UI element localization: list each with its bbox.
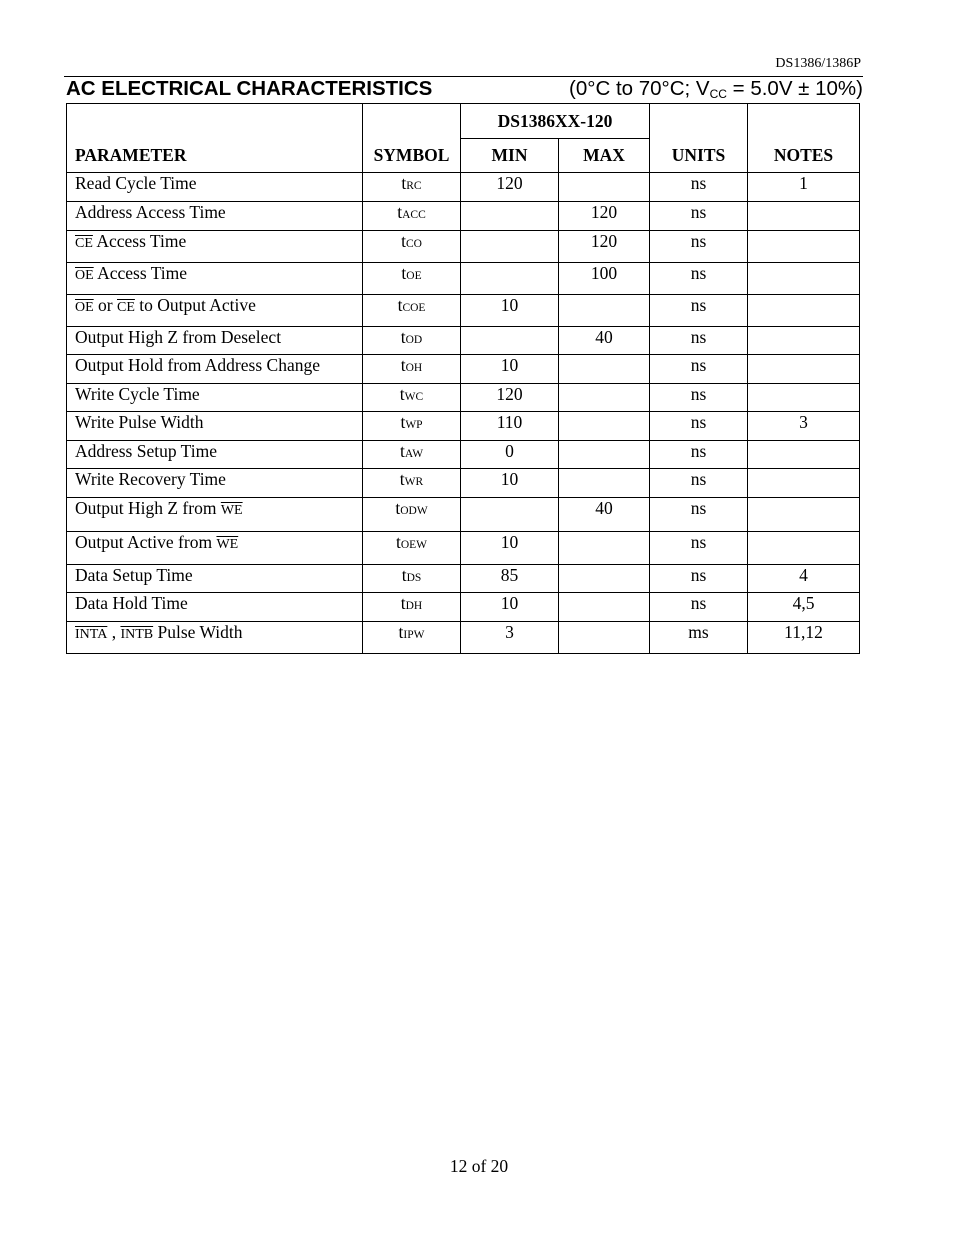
table-row	[67, 469, 860, 498]
symbol-subscript: AW	[404, 448, 424, 460]
symbol-letter: t	[397, 295, 403, 315]
cell-units: ns	[650, 173, 748, 202]
cell-notes	[748, 441, 860, 469]
cell-parameter	[67, 622, 363, 654]
cell-notes	[748, 295, 860, 327]
table-row	[67, 231, 860, 263]
cell-symbol	[363, 263, 461, 295]
symbol-letter: t	[399, 469, 405, 489]
cell-notes: 4	[748, 565, 860, 593]
cell-min: 3	[461, 622, 559, 654]
cell-min: 10	[461, 593, 559, 622]
table-row	[67, 593, 860, 622]
header-parameter: PARAMETER	[67, 104, 363, 173]
symbol-letter: t	[400, 355, 406, 375]
cell-notes	[748, 469, 860, 498]
header-device: DS1386XX-120	[461, 104, 650, 139]
cell-symbol	[363, 202, 461, 231]
cell-units: ns	[650, 263, 748, 295]
operating-conditions	[569, 77, 863, 101]
cell-parameter	[67, 263, 363, 295]
cell-symbol	[363, 355, 461, 384]
cell-notes: 3	[748, 412, 860, 441]
cell-min: 120	[461, 173, 559, 202]
cell-symbol	[363, 532, 461, 565]
cell-symbol	[363, 327, 461, 355]
section-header	[66, 77, 863, 105]
cell-max	[559, 565, 650, 593]
cell-min	[461, 202, 559, 231]
conditions-suffix: = 5.0V ± 10%)	[726, 77, 863, 100]
symbol-subscript: ODW	[400, 505, 428, 517]
header-min: MIN	[461, 139, 559, 173]
cell-symbol	[363, 384, 461, 412]
table-row	[67, 327, 860, 355]
cell-symbol	[363, 498, 461, 532]
signal-name-overbar: INTB	[120, 627, 154, 642]
cell-symbol	[363, 565, 461, 593]
table-row	[67, 565, 860, 593]
header-notes: NOTES	[748, 104, 860, 173]
cell-symbol	[363, 469, 461, 498]
conditions-prefix: (0°C to 70°C; V	[569, 77, 710, 100]
parameter-text: Pulse Width	[157, 622, 243, 642]
cell-units: ns	[650, 412, 748, 441]
cell-notes	[748, 231, 860, 263]
cell-parameter	[67, 327, 363, 355]
table-row	[67, 532, 860, 565]
symbol-subscript: WC	[404, 391, 424, 403]
parameter-text: Write Pulse Width	[75, 412, 204, 432]
symbol-letter: t	[401, 263, 407, 283]
symbol-subscript: OEW	[400, 539, 428, 551]
cell-notes	[748, 532, 860, 565]
cell-max	[559, 469, 650, 498]
ac-characteristics-table	[66, 103, 860, 654]
cell-notes	[748, 355, 860, 384]
symbol-subscript: DH	[405, 600, 423, 612]
cell-min: 120	[461, 384, 559, 412]
cell-units: ns	[650, 532, 748, 565]
parameter-text: Address Access Time	[75, 202, 226, 222]
cell-parameter	[67, 498, 363, 532]
cell-notes: 4,5	[748, 593, 860, 622]
symbol-letter: t	[398, 622, 404, 642]
cell-max	[559, 593, 650, 622]
cell-symbol	[363, 593, 461, 622]
table-row	[67, 295, 860, 327]
cell-max	[559, 622, 650, 654]
cell-parameter	[67, 202, 363, 231]
cell-units: ns	[650, 565, 748, 593]
cell-max	[559, 441, 650, 469]
signal-name-overbar: $\overline{CE}$	[117, 300, 135, 315]
table-row	[67, 622, 860, 654]
parameter-text: Access Time	[97, 263, 188, 283]
cell-notes	[748, 263, 860, 295]
cell-parameter	[67, 565, 363, 593]
table-row	[67, 441, 860, 469]
symbol-letter: t	[399, 384, 405, 404]
cell-parameter	[67, 412, 363, 441]
signal-name-overbar: $\overline{CE}$	[75, 236, 93, 251]
cell-max: 120	[559, 231, 650, 263]
parameter-text: Read Cycle Time	[75, 173, 197, 193]
cell-units: ns	[650, 384, 748, 412]
symbol-letter: t	[400, 327, 406, 347]
page-number: 12 of 20	[449, 1156, 509, 1176]
symbol-subscript: CO	[405, 238, 422, 250]
cell-parameter	[67, 355, 363, 384]
cell-units: ns	[650, 295, 748, 327]
cell-max	[559, 412, 650, 441]
cell-units: ns	[650, 498, 748, 532]
symbol-letter: t	[395, 498, 401, 518]
cell-parameter	[67, 295, 363, 327]
symbol-subscript: OD	[405, 334, 423, 346]
parameter-joiner: ,	[111, 622, 117, 642]
cell-units: ms	[650, 622, 748, 654]
cell-parameter	[67, 593, 363, 622]
cell-parameter	[67, 173, 363, 202]
cell-min	[461, 263, 559, 295]
cell-min	[461, 327, 559, 355]
cell-min: 10	[461, 355, 559, 384]
cell-max: 40	[559, 498, 650, 532]
cell-units: ns	[650, 593, 748, 622]
signal-name-overbar: $\overline{OE}$	[75, 268, 94, 283]
signal-name-overbar: $\overline{WE}$	[216, 537, 239, 552]
table-row	[67, 384, 860, 412]
symbol-letter: t	[401, 565, 407, 585]
cell-min: 10	[461, 532, 559, 565]
symbol-letter: t	[401, 173, 407, 193]
parameter-text: Output High Z from	[75, 498, 217, 518]
document-id: DS1386/1386P	[775, 56, 861, 71]
cell-parameter	[67, 469, 363, 498]
cell-max: 120	[559, 202, 650, 231]
cell-min: 10	[461, 295, 559, 327]
symbol-subscript: RC	[406, 180, 422, 192]
cell-max: 40	[559, 327, 650, 355]
cell-symbol	[363, 622, 461, 654]
table-row	[67, 498, 860, 532]
parameter-text: Output High Z from Deselect	[75, 327, 282, 347]
cell-units: ns	[650, 327, 748, 355]
cell-units: ns	[650, 441, 748, 469]
symbol-letter: t	[397, 202, 403, 222]
parameter-joiner: or	[98, 295, 113, 315]
cell-notes	[748, 327, 860, 355]
parameter-text: Write Cycle Time	[75, 384, 200, 404]
signal-name-overbar: $\overline{OE}$	[75, 300, 94, 315]
symbol-letter: t	[401, 231, 406, 251]
cell-min: 10	[461, 469, 559, 498]
table-row	[67, 355, 860, 384]
symbol-letter: t	[400, 593, 406, 613]
cell-units: ns	[650, 355, 748, 384]
cell-symbol	[363, 295, 461, 327]
cell-notes	[748, 202, 860, 231]
cell-parameter	[67, 384, 363, 412]
cell-units: ns	[650, 202, 748, 231]
section-title: AC ELECTRICAL CHARACTERISTICS	[66, 77, 433, 100]
parameter-text: Write Recovery Time	[75, 469, 226, 489]
cell-notes: 11,12	[748, 622, 860, 654]
symbol-subscript: WR	[404, 476, 424, 488]
table-row	[67, 202, 860, 231]
parameter-text: Address Setup Time	[75, 441, 217, 461]
cell-min: 0	[461, 441, 559, 469]
symbol-subscript: COE	[402, 302, 426, 314]
parameter-text: Data Setup Time	[75, 565, 193, 585]
parameter-text: Access Time	[96, 231, 187, 251]
cell-notes: 1	[748, 173, 860, 202]
cell-symbol	[363, 441, 461, 469]
symbol-subscript: OH	[405, 362, 423, 374]
symbol-subscript: ACC	[402, 209, 426, 221]
cell-notes	[748, 384, 860, 412]
table-row	[67, 173, 860, 202]
symbol-subscript: DS	[406, 572, 422, 584]
header-symbol: SYMBOL	[363, 104, 461, 173]
table-row	[67, 412, 860, 441]
cell-max	[559, 355, 650, 384]
cell-units: ns	[650, 469, 748, 498]
cell-units: ns	[650, 231, 748, 263]
signal-name-overbar: INTA	[75, 627, 108, 642]
cell-symbol	[363, 412, 461, 441]
parameter-text: Output Hold from Address Change	[75, 355, 320, 375]
header-max: MAX	[559, 139, 650, 173]
cell-parameter	[67, 441, 363, 469]
cell-max	[559, 384, 650, 412]
parameter-text: to Output Active	[139, 295, 256, 315]
cell-parameter	[67, 231, 363, 263]
symbol-letter: t	[399, 441, 405, 461]
cell-max	[559, 295, 650, 327]
cell-parameter	[67, 532, 363, 565]
cell-min: 85	[461, 565, 559, 593]
cell-min	[461, 231, 559, 263]
cell-notes	[748, 498, 860, 532]
symbol-subscript: WP	[405, 419, 423, 431]
parameter-text: Output Active from	[75, 532, 213, 552]
parameter-text: Data Hold Time	[75, 593, 188, 613]
cell-min: 110	[461, 412, 559, 441]
cell-max	[559, 173, 650, 202]
table-row	[67, 263, 860, 295]
cell-symbol	[363, 173, 461, 202]
symbol-subscript: OE	[406, 270, 422, 282]
conditions-subscript: CC	[709, 87, 727, 101]
symbol-letter: t	[395, 532, 401, 552]
symbol-letter: t	[400, 412, 406, 432]
cell-max: 100	[559, 263, 650, 295]
signal-name-overbar: $\overline{WE}$	[220, 503, 243, 518]
header-units: UNITS	[650, 104, 748, 173]
symbol-subscript: IPW	[403, 629, 425, 641]
cell-symbol	[363, 231, 461, 263]
cell-max	[559, 532, 650, 565]
cell-min	[461, 498, 559, 532]
